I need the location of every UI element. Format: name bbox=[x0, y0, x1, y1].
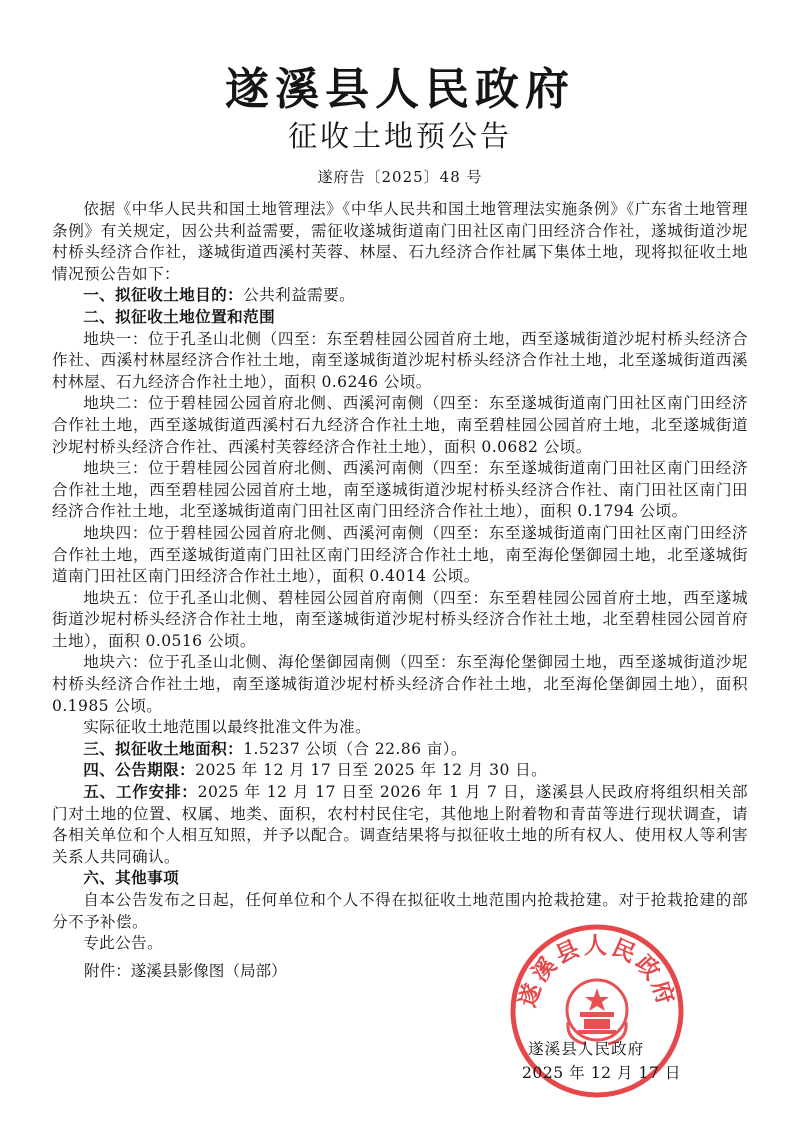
section-heading: 六、其他事项 bbox=[83, 869, 180, 888]
section-heading: 五、工作安排： bbox=[83, 783, 198, 802]
section-heading: 四、公告期限： bbox=[83, 761, 196, 780]
other-paragraph: 自本公告发布之日起，任何单位和个人不得在拟征收土地范围内抢栽抢建。对于抢栽抢建的部分不予补偿。 bbox=[52, 891, 748, 931]
notice-body bbox=[52, 199, 748, 955]
section-text: 2025 年 12 月 17 日至 2025 年 12 月 30 日。 bbox=[195, 761, 548, 780]
plot-paragraph: 地块三：位于碧桂园公园首府北侧、西溪河南侧（四至：东至遂城街道南门田社区南门田经济合作社土地，西至碧桂园公园首府土地，南至遂城街道沙坭村桥头经济合作社、南门田社区南门田经济合作社土地，北至遂城街道南门田社区南门田经济合作社土地），面积 0.1794 公顷。 bbox=[52, 459, 748, 521]
section-arrangement bbox=[52, 782, 748, 868]
document-title: 征收土地预公告 bbox=[287, 119, 512, 153]
section-other bbox=[52, 868, 748, 890]
plot-paragraph: 地块二：位于碧桂园公园首府北侧、西溪河南侧（四至：东至遂城街道南门田社区南门田经济合作社土地，西至遂城街道西溪村石九经济合作社土地，南至碧桂园公园首府土地，北至遂城街道沙坭村桥头经济合作社、西溪村芙蓉经济合作社土地），面积 0.0682 公顷。 bbox=[52, 394, 748, 456]
plot-paragraph: 地块四：位于碧桂园公园首府北侧、西溪河南侧（四至：东至遂城街道南门田社区南门田经济合作社土地，西至遂城街道南门田社区南门田经济合作社土地，南至海伦堡御园土地，北至遂城街道南门田社区南门田经济合作社土地），面积 0.4014 公顷。 bbox=[52, 523, 748, 586]
intro-paragraph: 依据《中华人民共和国土地管理法》《中华人民共和国土地管理法实施条例》《广东省土地管理条例》有关规定，因公共利益需要，需征收遂城街道南门田社区南门田经济合作社，遂城街道沙坭村桥头经济合作社，遂城街道西溪村芙蓉、林屋、石九经济合作社属下集体土地，现将拟征收土地情况预公告如下： bbox=[52, 200, 748, 283]
svg-text:遂溪县人民政府: 遂溪县人民政府 bbox=[514, 932, 680, 1011]
section-text: 1.5237 公顷（合 22.86 亩）。 bbox=[243, 739, 467, 758]
plot-paragraph: 地块一：位于孔圣山北侧（四至：东至碧桂园公园首府土地，西至遂城街道沙坭村桥头经济合作社、西溪村林屋经济合作社土地，南至遂城街道沙坭村桥头经济合作社土地，北至遂城街道西溪村林屋、石九经济合作社土地），面积 0.6246 公顷。 bbox=[52, 329, 748, 391]
section-location bbox=[52, 307, 748, 329]
section-heading: 一、拟征收土地目的： bbox=[83, 286, 244, 305]
section-purpose bbox=[52, 285, 748, 307]
section-text: 2025 年 12 月 17 日至 2026 年 1 月 7 日，遂溪县人民政府将组织相关部门对土地的位置、权属、地类、面积，农村村民住宅，其他地上附着物和青苗等进行现状调查，请各相关单位和个人相互知照，并予以配合。调查结果将与拟征收土地的所有权人、使用权人等利害关系人共同确认。 bbox=[52, 783, 748, 866]
section-heading: 三、拟征收土地面积： bbox=[83, 739, 244, 758]
plot-paragraph: 地块五：位于孔圣山北侧、碧桂园公园首府南侧（四至：东至碧桂园公园首府土地，西至遂城街道沙坭村桥头经济合作社土地，南至遂城街道沙坭村桥头经济合作社土地，北至碧桂园公园首府土地），面积 0.0516 公顷。 bbox=[52, 588, 748, 650]
signature-date: 2025 年 12 月 17 日 bbox=[522, 1064, 681, 1082]
section-area bbox=[52, 739, 748, 761]
section-heading: 二、拟征收土地位置和范围 bbox=[83, 307, 276, 326]
document-number: 遂府告〔2025〕48 号 bbox=[317, 168, 483, 186]
attachment-line: 附件：遂溪县影像图（局部） bbox=[84, 962, 287, 980]
scope-note: 实际征收土地范围以最终批准文件为准。 bbox=[83, 718, 372, 737]
plot-paragraph: 地块六：位于孔圣山北侧、海伦堡御园南侧（四至：东至海伦堡御园土地，西至遂城街道沙坭村桥头经济合作社土地，南至遂城街道沙坭村桥头经济合作社土地，北至海伦堡御园土地），面积 0.1985 公顷。 bbox=[52, 653, 748, 715]
section-text: 公共利益需要。 bbox=[243, 286, 356, 305]
issuer-heading: 遂溪县人民政府 bbox=[225, 64, 575, 115]
signer-name: 遂溪县人民政府 bbox=[528, 1040, 645, 1058]
section-period bbox=[52, 760, 748, 782]
closing-line: 专此公告。 bbox=[83, 934, 164, 953]
